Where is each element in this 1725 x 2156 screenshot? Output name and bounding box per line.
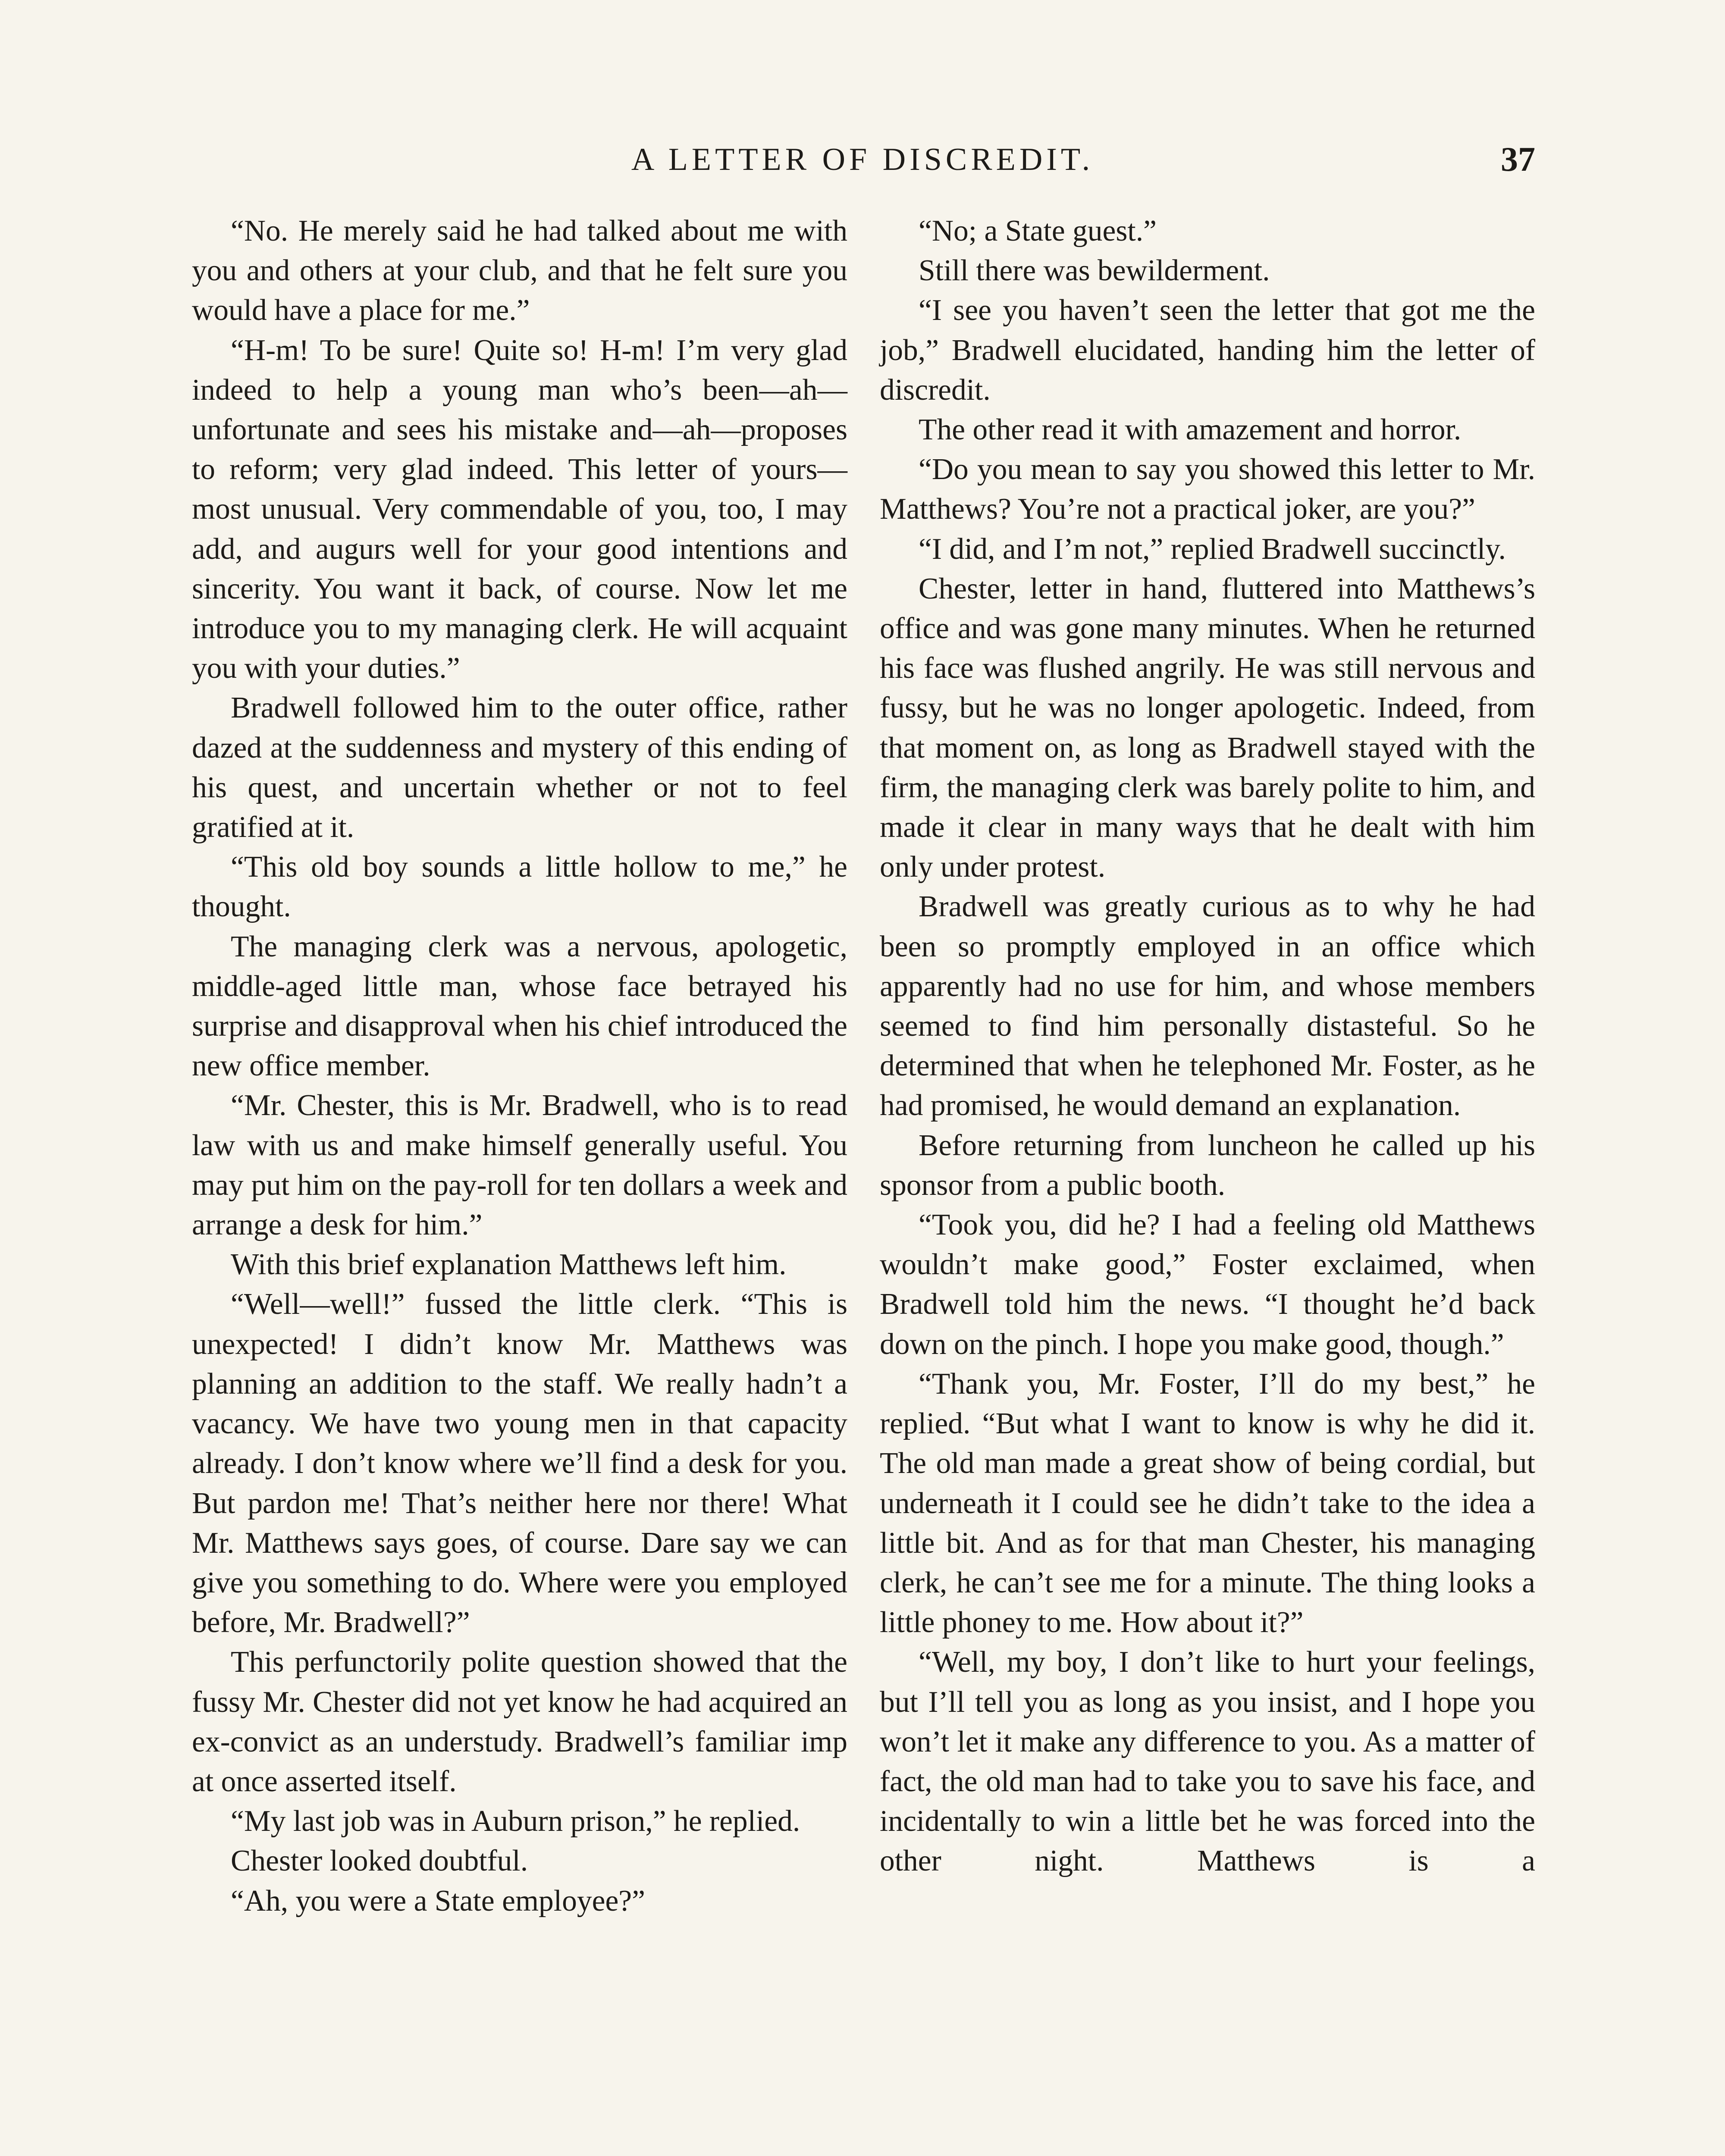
paragraph: “Thank you, Mr. Foster, I’ll do my best,” he replied. “But what I want to know is why he did it. The old man made a great show of being cordial, but underneath it I could see he didn’t take to the idea a little bit. And as for that man Chester, his managing clerk, he can’t see me for a minute. The thing looks a little phoney to me. How about it?” [880, 1367, 1535, 1639]
right-text-column [880, 211, 1535, 1881]
paragraph: “My last job was in Auburn prison,” he replied. [231, 1805, 800, 1838]
paragraph: “This old boy sounds a little hollow to me,” he thought. [192, 850, 847, 924]
running-title: A LETTER OF DISCREDIT. [631, 142, 1094, 177]
paragraph: With this brief explanation Matthews left him. [231, 1248, 787, 1282]
paragraph: “Mr. Chester, this is Mr. Bradwell, who is to read law with us and make himself generally useful. You may put him on the pay-roll for ten dollars a week and arrange a desk for him.” [192, 1089, 847, 1242]
page-number: 37 [1501, 141, 1535, 179]
paragraph: “I see you haven’t seen the letter that got me the job,” Bradwell elucidated, handing him the letter of discredit. [880, 294, 1535, 407]
running-header [0, 129, 1725, 190]
paragraph: Chester, letter in hand, fluttered into Matthews’s office and was gone many minutes. When he returned his face was flushed angrily. He was still nervous and fussy, but he was no longer apologetic. Indeed, from that moment on, as long as Bradwell stayed with the firm, the managing clerk was barely polite to him, and made it clear in many ways that he dealt with him only under protest. [880, 572, 1535, 884]
paragraph: “Took you, did he? I had a feeling old Matthews wouldn’t make good,” Foster exclaimed, when Bradwell told him the news. “I thought he’d back down on the pinch. I hope you make good, though.” [880, 1208, 1535, 1361]
paragraph: Bradwell followed him to the outer office, rather dazed at the suddenness and mystery of this ending of his quest, and uncertain whether or not to feel gratified at it. [192, 691, 847, 844]
paragraph: “Do you mean to say you showed this letter to Mr. Matthews? You’re not a practical joker, are you?” [880, 453, 1535, 526]
paragraph: “I did, and I’m not,” replied Bradwell succinctly. [919, 532, 1506, 566]
paragraph: Still there was bewilderment. [919, 254, 1270, 288]
paragraph: “Well, my boy, I don’t like to hurt your feelings, but I’ll tell you as long as you insist, and I hope you won’t let it make any difference to you. As a matter of fact, the old man had to take you to save his face, and incidentally to win a little bet he was forced into the other night. Matthews is a [880, 1645, 1535, 1878]
paragraph: The managing clerk was a nervous, apologetic, middle-aged little man, whose face betrayed his surprise and disapproval when his chief introduced the new office member. [192, 930, 847, 1083]
paragraph: The other read it with amazement and horror. [919, 413, 1462, 447]
paragraph: “H-m! To be sure! Quite so! H-m! I’m very glad indeed to help a young man who’s been—ah—unfortunate and sees his mistake and—ah—proposes to reform; very glad indeed. This letter of yours—most unusual. Very commendable of you, too, I may add, and augurs well for your good intentions and sincerity. You want it back, of course. Now let me introduce you to my managing clerk. He will acquaint you with your duties.” [192, 333, 847, 685]
paragraph: Before returning from luncheon he called up his sponsor from a public booth. [880, 1128, 1535, 1202]
paragraph: “No; a State guest.” [919, 214, 1157, 248]
paragraph: This perfunctorily polite question showed that the fussy Mr. Chester did not yet know he had acquired an ex-convict as an understudy. Bradwell’s familiar imp at once asserted itself. [192, 1645, 847, 1798]
paragraph: “Well—well!” fussed the little clerk. “This is unexpected! I didn’t know Mr. Matthews was planning an addition to the staff. We really hadn’t a vacancy. We have two young men in that capacity already. I don’t know where we’ll find a desk for you. But pardon me! That’s neither here nor there! What Mr. Matthews says goes, of course. Dare say we can give you something to do. Where were you employed before, Mr. Bradwell?” [192, 1288, 847, 1639]
paragraph: “Ah, you were a State employee?” [231, 1884, 645, 1918]
paragraph: “No. He merely said he had talked about me with you and others at your club, and that he felt sure you would have a place for me.” [192, 214, 847, 327]
paragraph: Bradwell was greatly curious as to why he had been so promptly employed in an office which apparently had no use for him, and whose members seemed to find him personally distasteful. So he determined that when he telephoned Mr. Foster, as he had promised, he would demand an explanation. [880, 890, 1535, 1122]
left-text-column [192, 211, 847, 1921]
paragraph: Chester looked doubtful. [231, 1844, 528, 1878]
